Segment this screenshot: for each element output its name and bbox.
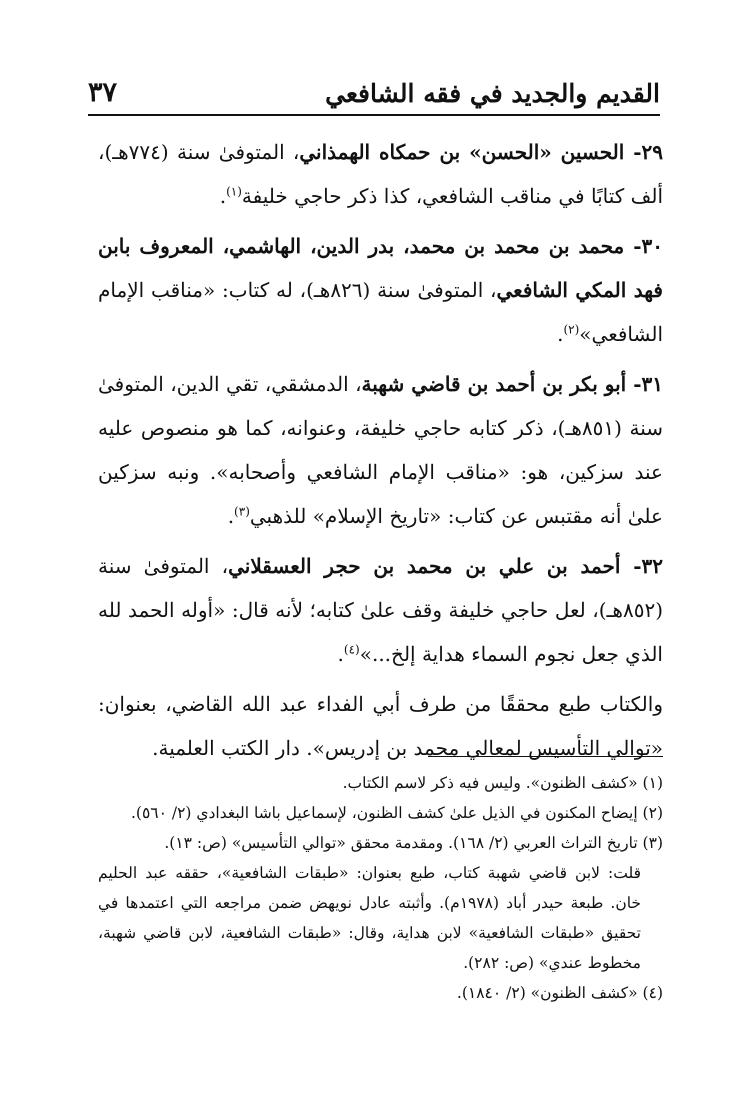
entry-30: ٣٠- محمد بن محمد بن محمد، بدر الدين، الهاشمي، المعروف بابن فهد المكي الشافعي، المتوفىٰ سنة (٨٢٦هـ)، له كتاب: «مناقب الإمام الشافعي»$^{(٢)}$.: [98, 234, 663, 346]
footnote-4: (٤) «كشف الظنون» (٢/ ١٨٤٠).: [456, 984, 663, 1002]
entry-author-name: أبو بكر بن أحمد بن قاضي شهبة: [361, 372, 627, 396]
page-header: [88, 64, 660, 116]
entry-author-name: محمد بن محمد بن محمد، بدر الدين، الهاشمي، المعروف بابن فهد المكي الشافعي: [98, 234, 663, 302]
footnote-ref: (٣): [234, 504, 250, 519]
entry-text: ، المتوفىٰ سنة (٨٥٢هـ)، لعل حاجي خليفة وقف علىٰ كتابه؛ لأنه قال: «أوله الحمد لله الذي جعل نجوم السماء هداية إلخ...»: [98, 554, 663, 666]
running-title: القديم والجديد في فقه الشافعي: [325, 79, 660, 108]
footnotes: [98, 768, 663, 1008]
footnote-ref: (٢): [563, 322, 580, 337]
footnote-divider: [428, 756, 663, 757]
entry-32: ٣٢- أحمد بن علي بن محمد بن حجر العسقلاني، المتوفىٰ سنة (٨٥٢هـ)، لعل حاجي خليفة وقف علىٰ كتابه؛ لأنه قال: «أوله الحمد لله الذي جعل نجوم السماء هداية إلخ...»$^{(٤)}$.: [98, 554, 664, 666]
footnote-3: (٣) تاريخ التراث العربي (٢/ ١٦٨). ومقدمة محقق «توالي التأسيس» (ص: ١٣).: [164, 834, 663, 852]
footnote-ref: (٤): [343, 642, 360, 657]
closing-paragraph: والكتاب طبع محققًا من طرف أبي الفداء عبد الله القاضي، بعنوان: «توالي التأسيس لمعالي محمد بن إدريس». دار الكتب العلمية.: [98, 692, 663, 760]
entry-text: ، المتوفىٰ سنة (٨٢٦هـ)، له كتاب: «مناقب الإمام الشافعي»: [98, 278, 663, 346]
footnote-1: (١) «كشف الظنون». وليس فيه ذكر لاسم الكتاب.: [342, 774, 663, 792]
entry-number: ٢٩-: [624, 140, 664, 164]
entry-number: ٣٠-: [624, 234, 663, 258]
entry-number: ٣١-: [626, 372, 664, 396]
entry-number: ٣٢-: [620, 554, 664, 578]
entry-author-name: الحسين «الحسن» بن حمكاه الهمذاني: [299, 140, 625, 164]
footnote-3-continuation: قلت: لابن قاضي شهبة كتاب، طبع بعنوان: «طبقات الشافعية»، حققه عبد الحليم خان. طبعة حيدر أباد (١٩٧٨م). وأثبته عادل نويهض ضمن مراجعه التي اعتمدها في تحقيق «طبقات الشافعية» لابن هداية، وقال: «طبقات الشافعية، لابن قاضي شهبة، مخطوط عندي» (ص: ٢٨٢).: [98, 864, 642, 972]
entry-text: ، الدمشقي، تقي الدين، المتوفىٰ سنة (٨٥١هـ)، ذكر كتابه حاجي خليفة، وعنوانه، كما هو منصوص عليه عند سزكين، هو: «مناقب الإمام الشافعي وأصحابه». ونبه سزكين علىٰ أنه مقتبس عن كتاب: «تاريخ الإسلام» للذهبي: [98, 372, 663, 528]
footnote-ref: (١): [226, 184, 242, 199]
main-text: [98, 130, 663, 776]
entry-text: ، المتوفىٰ سنة (٧٧٤هـ)، ألف كتابًا في مناقب الشافعي، كذا ذكر حاجي خليفة: [98, 140, 663, 208]
page-number: ٣٧: [88, 77, 118, 108]
footnote-2: (٢) إيضاح المكنون في الذيل علىٰ كشف الظنون، لإسماعيل باشا البغدادي (٢/ ٥٦٠).: [130, 804, 663, 822]
entry-author-name: أحمد بن علي بن محمد بن حجر العسقلاني: [228, 554, 621, 578]
entry-31: ٣١- أبو بكر بن أحمد بن قاضي شهبة، الدمشقي، تقي الدين، المتوفىٰ سنة (٨٥١هـ)، ذكر كتابه حاجي خليفة، وعنوانه، كما هو منصوص عليه عند سزكين، هو: «مناقب الإمام الشافعي وأصحابه». ونبه سزكين علىٰ أنه مقتبس عن كتاب: «تاريخ الإسلام» للذهبي$^{(٣)}$.: [98, 372, 664, 528]
entry-29: ٢٩- الحسين «الحسن» بن حمكاه الهمذاني، المتوفىٰ سنة (٧٧٤هـ)، ألف كتابًا في مناقب الشافعي، كذا ذكر حاجي خليفة$^{(١)}$.: [98, 140, 664, 208]
